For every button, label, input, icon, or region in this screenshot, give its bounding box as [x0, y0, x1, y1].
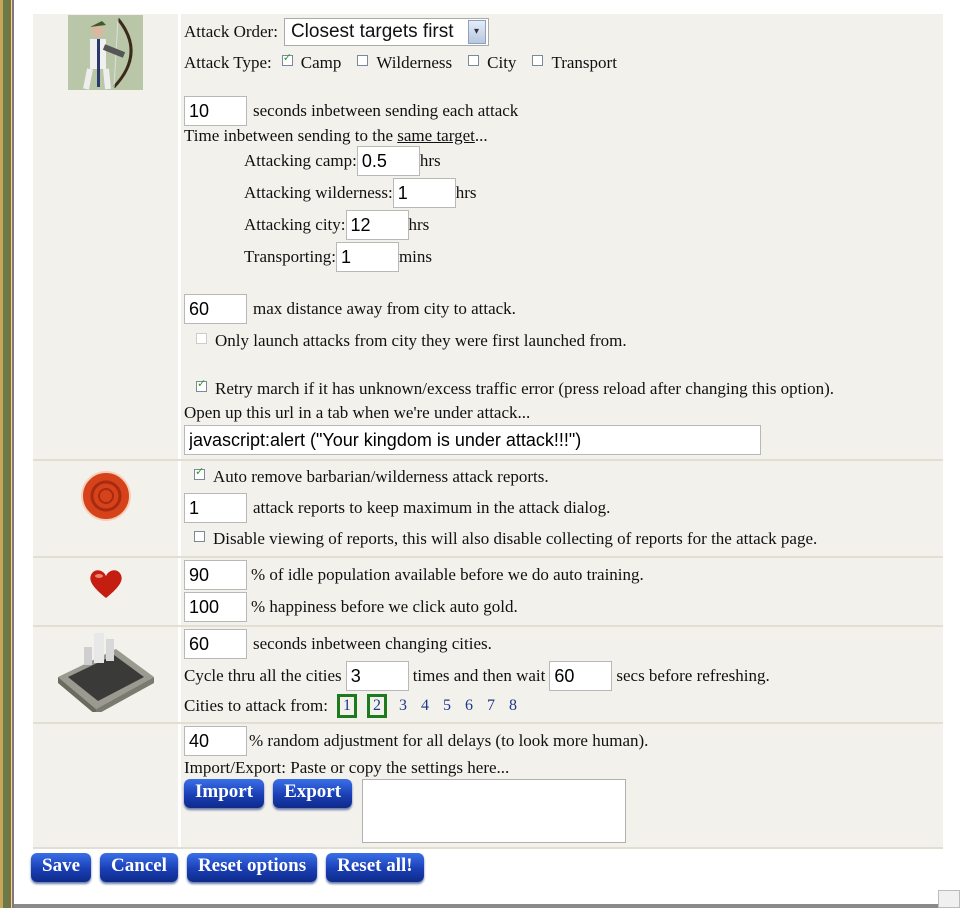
- happiness-input[interactable]: [184, 592, 247, 622]
- retry-march-checkbox[interactable]: [196, 381, 207, 392]
- attack-from-label: Cities to attack from:: [184, 696, 328, 715]
- city-toggle-4[interactable]: 4: [421, 697, 429, 714]
- transport-checkbox[interactable]: [532, 55, 543, 66]
- keep-reports-input[interactable]: [184, 493, 247, 523]
- auto-remove-checkbox[interactable]: [194, 469, 205, 480]
- population-section: [33, 558, 943, 627]
- attacking-city-input[interactable]: [346, 210, 409, 240]
- attack-url-input[interactable]: [184, 425, 761, 455]
- background-game-edge: [0, 0, 14, 908]
- transporting-label: Transporting:: [244, 247, 336, 266]
- misc-icon-cell: [33, 724, 178, 847]
- population-icon-cell: [33, 558, 178, 625]
- keep-reports-label: attack reports to keep maximum in the attack dialog.: [253, 498, 611, 517]
- misc-section: [33, 724, 943, 847]
- export-button[interactable]: Export: [273, 779, 352, 808]
- attacking-camp-label: Attacking camp:: [244, 151, 357, 170]
- same-target-link: same target: [397, 126, 475, 145]
- reset-options-button[interactable]: Reset options: [187, 853, 317, 882]
- city-toggle-3[interactable]: 3: [399, 697, 407, 714]
- idle-population-input[interactable]: [184, 560, 247, 590]
- cities-icon-cell: [33, 627, 178, 722]
- attack-order-label: Attack Order:: [184, 21, 278, 41]
- wait-seconds-input[interactable]: [549, 661, 612, 691]
- attack-section: [33, 14, 943, 461]
- cycle-prefix-label: Cycle thru all the cities: [184, 666, 342, 685]
- camp-label: Camp: [300, 53, 342, 72]
- change-cities-label: seconds inbetween changing cities.: [253, 634, 492, 653]
- wax-seal-icon: [79, 469, 133, 523]
- random-adjust-input[interactable]: [184, 726, 247, 756]
- same-target-prefix: Time inbetween sending to the: [184, 126, 398, 145]
- reports-section: [33, 461, 943, 558]
- attack-order-value: Closest targets first: [290, 20, 454, 42]
- city-toggle-2[interactable]: 2: [367, 694, 387, 718]
- reports-icon-cell: [33, 461, 178, 556]
- city-toggle-8[interactable]: 8: [509, 697, 517, 714]
- city-checkbox[interactable]: [468, 55, 479, 66]
- transporting-unit: mins: [398, 247, 433, 266]
- city-toggle-1[interactable]: 1: [337, 694, 357, 718]
- cancel-button[interactable]: Cancel: [100, 853, 178, 882]
- only-launch-checkbox[interactable]: [196, 333, 207, 344]
- attack-icon-cell: [33, 14, 178, 459]
- settings-textarea[interactable]: [362, 779, 626, 843]
- city-toggle-6[interactable]: 6: [465, 697, 473, 714]
- send-interval-input[interactable]: [184, 96, 247, 126]
- reset-all-button[interactable]: Reset all!: [326, 853, 423, 882]
- attack-url-label: Open up this url in a tab when we're under attack...: [184, 403, 531, 422]
- transporting-input[interactable]: [336, 242, 399, 272]
- disable-reports-checkbox[interactable]: [194, 531, 205, 542]
- max-distance-label: max distance away from city to attack.: [253, 299, 516, 318]
- cities-section: [33, 627, 943, 724]
- only-launch-label: Only launch attacks from city they were first launched from.: [215, 331, 627, 350]
- city-toggle-7[interactable]: 7: [487, 697, 495, 714]
- window-bottom-border: [14, 904, 960, 908]
- random-adjust-label: % random adjustment for all delays (to look more human).: [249, 731, 649, 750]
- retry-march-label: Retry march if it has unknown/excess traffic error (press reload after changing this option).: [215, 379, 835, 398]
- attacking-wilderness-input[interactable]: [393, 178, 456, 208]
- options-panel: [33, 14, 943, 882]
- attacking-camp-unit: hrs: [419, 151, 441, 170]
- camp-checkbox[interactable]: [282, 55, 293, 66]
- attacking-camp-input[interactable]: [357, 146, 420, 176]
- castle-icon: [56, 627, 156, 712]
- import-button[interactable]: Import: [184, 779, 264, 808]
- footer-buttons: [31, 853, 943, 882]
- attack-order-select[interactable]: [284, 18, 489, 46]
- same-target-suffix: ...: [474, 126, 488, 145]
- chevron-down-icon[interactable]: ▾: [468, 20, 486, 44]
- transport-label: Transport: [551, 53, 617, 72]
- heart-icon: [89, 568, 123, 600]
- attacking-city-label: Attacking city:: [244, 215, 346, 234]
- attacking-wilderness-label: Attacking wilderness:: [244, 183, 393, 202]
- wilderness-label: Wilderness: [376, 53, 453, 72]
- happiness-label: % happiness before we click auto gold.: [251, 597, 518, 616]
- city-label: City: [487, 53, 517, 72]
- cycle-middle-label: times and then wait: [412, 666, 546, 685]
- attacking-city-unit: hrs: [408, 215, 430, 234]
- disable-reports-label: Disable viewing of reports, this will also disable collecting of reports for the attack page.: [213, 529, 818, 548]
- attacking-wilderness-unit: hrs: [455, 183, 477, 202]
- archer-icon: [68, 15, 143, 90]
- import-export-label: Import/Export: Paste or copy the settings here...: [184, 758, 510, 777]
- attack-type-label: Attack Type:: [184, 53, 272, 72]
- auto-remove-label: Auto remove barbarian/wilderness attack reports.: [213, 467, 549, 486]
- send-interval-label: seconds inbetween sending each attack: [253, 101, 519, 120]
- scrollbar-corner[interactable]: [938, 890, 960, 908]
- city-toggle-5[interactable]: 5: [443, 697, 451, 714]
- idle-population-label: % of idle population available before we do auto training.: [251, 565, 644, 584]
- cycle-count-input[interactable]: [346, 661, 409, 691]
- save-button[interactable]: Save: [31, 853, 91, 882]
- wilderness-checkbox[interactable]: [357, 55, 368, 66]
- max-distance-input[interactable]: [184, 294, 247, 324]
- wait-suffix-label: secs before refreshing.: [616, 666, 770, 685]
- change-cities-input[interactable]: [184, 629, 247, 659]
